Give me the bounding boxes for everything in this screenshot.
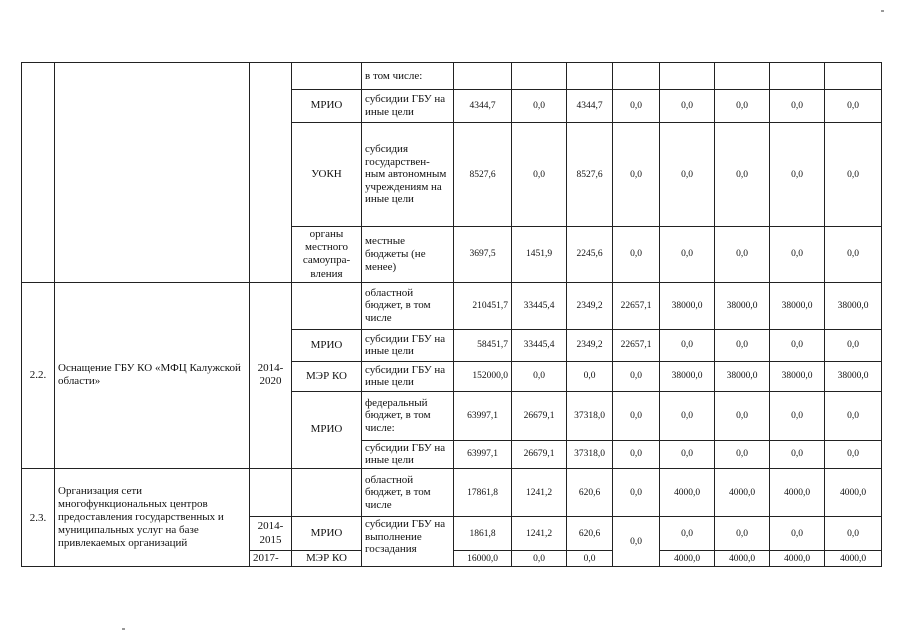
value-cell: 38000,0: [715, 361, 770, 391]
value-cell: 1861,8: [454, 517, 512, 551]
period-cell: [250, 469, 292, 517]
value-cell: 0,0: [715, 227, 770, 283]
value-cell: 0,0: [613, 517, 660, 567]
value-cell: 0,0: [825, 440, 882, 468]
value-cell: 0,0: [825, 227, 882, 283]
table-row: [22, 469, 882, 517]
value-cell: 0,0: [660, 123, 715, 227]
scan-speck: [122, 628, 125, 630]
value-cell: 0,0: [770, 329, 825, 361]
executor-cell: [292, 282, 362, 329]
value-cell: 4000,0: [660, 551, 715, 567]
table-row: [22, 63, 882, 90]
executor-cell: органы местного самоупра-вления: [292, 227, 362, 283]
value-cell: 4344,7: [454, 90, 512, 123]
value-cell: 4000,0: [825, 551, 882, 567]
value-cell: 620,6: [567, 517, 613, 551]
source-cell: федеральный бюджет, в том числе:: [362, 391, 454, 440]
value-cell: 63997,1: [454, 440, 512, 468]
source-cell: областной бюджет, в том числе: [362, 469, 454, 517]
value-cell: [825, 63, 882, 90]
value-cell: 0,0: [613, 440, 660, 468]
value-cell: 0,0: [660, 517, 715, 551]
value-cell: 0,0: [567, 361, 613, 391]
value-cell: 4000,0: [715, 551, 770, 567]
executor-cell: МЭР КО: [292, 551, 362, 567]
source-cell: местные бюджеты (не менее): [362, 227, 454, 283]
source-cell: в том числе:: [362, 63, 454, 90]
value-cell: 37318,0: [567, 391, 613, 440]
value-cell: 1241,2: [512, 517, 567, 551]
executor-cell: МЭР КО: [292, 361, 362, 391]
source-cell: субсидии ГБУ на иные цели: [362, 361, 454, 391]
value-cell: 26679,1: [512, 440, 567, 468]
value-cell: 0,0: [770, 517, 825, 551]
value-cell: 620,6: [567, 469, 613, 517]
value-cell: 26679,1: [512, 391, 567, 440]
value-cell: 0,0: [512, 361, 567, 391]
value-cell: 0,0: [613, 391, 660, 440]
value-cell: 0,0: [825, 391, 882, 440]
value-cell: 2349,2: [567, 282, 613, 329]
value-cell: 4000,0: [660, 469, 715, 517]
value-cell: 0,0: [770, 440, 825, 468]
period-cell: [250, 63, 292, 283]
value-cell: 0,0: [660, 329, 715, 361]
value-cell: 22657,1: [613, 282, 660, 329]
value-cell: 0,0: [512, 123, 567, 227]
value-cell: 38000,0: [770, 361, 825, 391]
value-cell: 0,0: [613, 361, 660, 391]
value-cell: 38000,0: [660, 282, 715, 329]
value-cell: 38000,0: [715, 282, 770, 329]
budget-table: [21, 62, 882, 567]
value-cell: 22657,1: [613, 329, 660, 361]
executor-cell: [292, 63, 362, 90]
value-cell: 2245,6: [567, 227, 613, 283]
item-number-cell: [22, 63, 55, 283]
value-cell: 0,0: [825, 517, 882, 551]
value-cell: 0,0: [825, 329, 882, 361]
period-cell: 2014-2020: [250, 282, 292, 468]
period-cell: 2017-: [250, 551, 292, 567]
source-cell: областной бюджет, в том числе: [362, 282, 454, 329]
value-cell: [512, 63, 567, 90]
value-cell: 0,0: [825, 123, 882, 227]
value-cell: 0,0: [613, 227, 660, 283]
value-cell: 3697,5: [454, 227, 512, 283]
value-cell: 37318,0: [567, 440, 613, 468]
value-cell: 2349,2: [567, 329, 613, 361]
table-row: [22, 282, 882, 329]
value-cell: 0,0: [715, 440, 770, 468]
value-cell: 16000,0: [454, 551, 512, 567]
value-cell: 0,0: [660, 227, 715, 283]
value-cell: 0,0: [567, 551, 613, 567]
value-cell: 0,0: [613, 123, 660, 227]
value-cell: 4344,7: [567, 90, 613, 123]
value-cell: 8527,6: [567, 123, 613, 227]
value-cell: 4000,0: [825, 469, 882, 517]
value-cell: 0,0: [825, 90, 882, 123]
value-cell: [770, 63, 825, 90]
value-cell: 1241,2: [512, 469, 567, 517]
value-cell: 0,0: [613, 469, 660, 517]
value-cell: 38000,0: [660, 361, 715, 391]
source-cell: субсидия государствен-ным автономным учреждениям на иные цели: [362, 123, 454, 227]
value-cell: 58451,7: [454, 329, 512, 361]
value-cell: [454, 63, 512, 90]
value-cell: 38000,0: [770, 282, 825, 329]
value-cell: 0,0: [660, 391, 715, 440]
value-cell: [660, 63, 715, 90]
value-cell: 33445,4: [512, 329, 567, 361]
executor-cell: УОКН: [292, 123, 362, 227]
value-cell: 4000,0: [770, 469, 825, 517]
value-cell: 0,0: [715, 329, 770, 361]
value-cell: 0,0: [715, 123, 770, 227]
value-cell: 0,0: [715, 517, 770, 551]
value-cell: 33445,4: [512, 282, 567, 329]
executor-cell: МРИО: [292, 391, 362, 468]
value-cell: 1451,9: [512, 227, 567, 283]
source-cell: субсидии ГБУ на иные цели: [362, 440, 454, 468]
value-cell: [715, 63, 770, 90]
value-cell: 0,0: [770, 391, 825, 440]
item-number-cell: 2.2.: [22, 282, 55, 468]
period-cell: 2014-2015: [250, 517, 292, 551]
scan-speck: [881, 10, 884, 12]
executor-cell: МРИО: [292, 90, 362, 123]
item-name-cell: [55, 63, 250, 283]
value-cell: 38000,0: [825, 361, 882, 391]
value-cell: 0,0: [715, 90, 770, 123]
value-cell: 38000,0: [825, 282, 882, 329]
executor-cell: МРИО: [292, 329, 362, 361]
executor-cell: [292, 469, 362, 517]
value-cell: 4000,0: [770, 551, 825, 567]
item-name-cell: Оснащение ГБУ КО «МФЦ Калужской области»: [55, 282, 250, 468]
executor-cell: МРИО: [292, 517, 362, 551]
value-cell: 63997,1: [454, 391, 512, 440]
value-cell: 8527,6: [454, 123, 512, 227]
value-cell: 4000,0: [715, 469, 770, 517]
value-cell: 210451,7: [454, 282, 512, 329]
value-cell: 0,0: [770, 90, 825, 123]
item-name-cell: Организация сети многофункциональных центров предоставления государственных и муниципальных услуг на базе привлекаемых организаций: [55, 469, 250, 567]
value-cell: 0,0: [512, 90, 567, 123]
source-cell: субсидии ГБУ на иные цели: [362, 329, 454, 361]
value-cell: 0,0: [770, 227, 825, 283]
item-number-cell: 2.3.: [22, 469, 55, 567]
value-cell: [613, 63, 660, 90]
value-cell: [567, 63, 613, 90]
value-cell: 0,0: [512, 551, 567, 567]
value-cell: 0,0: [715, 391, 770, 440]
value-cell: 152000,0: [454, 361, 512, 391]
value-cell: 0,0: [660, 440, 715, 468]
source-cell: субсидии ГБУ на иные цели: [362, 90, 454, 123]
value-cell: 0,0: [660, 90, 715, 123]
value-cell: 0,0: [770, 123, 825, 227]
value-cell: 17861,8: [454, 469, 512, 517]
source-cell: субсидии ГБУ на выполнение госзадания: [362, 517, 454, 567]
value-cell: 0,0: [613, 90, 660, 123]
